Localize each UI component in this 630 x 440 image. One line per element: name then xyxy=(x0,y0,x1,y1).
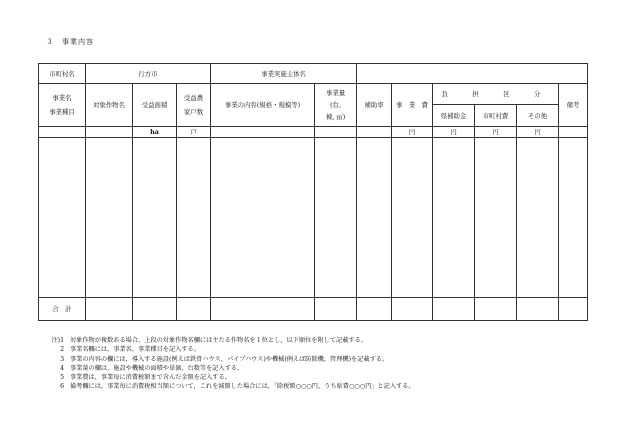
note-item xyxy=(38,355,415,364)
content-cell xyxy=(211,127,315,138)
entry-cell xyxy=(475,138,517,298)
cost-header: 事 業 費 xyxy=(392,84,433,127)
note-item xyxy=(38,364,415,373)
total-cell xyxy=(517,298,559,321)
quantity-label-1: 事業量 xyxy=(325,89,346,97)
remarks-cell xyxy=(559,127,588,138)
note-number: 2 xyxy=(60,346,64,354)
entry-cell xyxy=(177,138,211,298)
note-number-value: 1 xyxy=(60,337,64,344)
entry-cell xyxy=(559,138,588,298)
pref-subsidy-unit: 円 xyxy=(433,127,475,138)
implementer-label: 事業実施主体名 xyxy=(211,64,357,84)
note-text: 事業名欄には，事業名，事業種目を記入する。 xyxy=(70,346,200,354)
total-cell xyxy=(357,298,392,321)
farmers-header xyxy=(177,84,211,127)
remarks-header: 備考 xyxy=(559,84,588,127)
municipal-cost-unit: 円 xyxy=(475,127,517,138)
note-item xyxy=(38,373,415,382)
note-text: 事業量の欄は，施設や機械の面積や単価，台数等を記入する。 xyxy=(70,364,244,372)
note-item xyxy=(38,382,415,391)
quantity-label-2: (台, xyxy=(330,101,341,109)
entry-cell xyxy=(517,138,559,298)
unit-row xyxy=(39,127,588,138)
total-cell xyxy=(133,298,177,321)
note-number: 3 xyxy=(60,355,64,363)
area-unit: ha xyxy=(133,127,177,138)
table-row xyxy=(39,84,588,105)
municipality-value: 行方市 xyxy=(86,64,211,84)
project-content-table xyxy=(38,63,588,321)
total-cell xyxy=(433,298,475,321)
cost-unit: 円 xyxy=(392,127,433,138)
entry-cell xyxy=(433,138,475,298)
quantity-header xyxy=(315,84,357,127)
total-cell xyxy=(177,298,211,321)
entry-cell xyxy=(39,138,86,298)
notes xyxy=(38,336,415,392)
municipality-label: 市町村名 xyxy=(39,64,86,84)
entry-cell xyxy=(211,138,315,298)
farmers-label-1: 受益農 xyxy=(183,94,204,102)
note-text: 対象作物が複数ある場合，上段の対象作物名欄には主たる作物名を１位とし，以下順位を附して記載する。 xyxy=(70,337,367,344)
quantity-label-3: 棟, ㎡) xyxy=(325,113,346,121)
quantity-cell xyxy=(315,127,357,138)
note-item xyxy=(38,336,415,345)
farmers-label-2: 家戸数 xyxy=(183,108,204,116)
entry-cell xyxy=(86,138,133,298)
total-cell xyxy=(559,298,588,321)
crop-cell xyxy=(86,127,133,138)
burden-header: 負 担 区 分 xyxy=(433,84,559,105)
total-row xyxy=(39,298,588,321)
other-unit: 円 xyxy=(517,127,559,138)
total-cell xyxy=(392,298,433,321)
subsidy-rate-header: 補助率 xyxy=(357,84,392,127)
note-number: 5 xyxy=(60,374,64,382)
entry-cell xyxy=(357,138,392,298)
farmers-unit: 戸 xyxy=(177,127,211,138)
project-type-label: 事業種目 xyxy=(49,108,75,116)
note-number: 4 xyxy=(60,364,64,372)
table-row xyxy=(39,138,588,298)
note-text: 事業費は，事業毎に消費税額まで含んだ金額を記入する。 xyxy=(70,374,231,382)
section-title: ３ 事業内容 xyxy=(46,38,94,46)
note-text: 備考欄には，事業毎に消費税相当額について，これを減額した場合には，「除税額○○○円，うち県費○○○円」と記入する。 xyxy=(70,383,415,391)
total-cell xyxy=(86,298,133,321)
table-row xyxy=(39,64,588,84)
area-header: 受益面積 xyxy=(133,84,177,127)
pref-subsidy-header: 県補助金 xyxy=(433,105,475,127)
crop-header: 対象作物名 xyxy=(86,84,133,127)
content-header: 事業の内容(規格・規模等) xyxy=(211,84,315,127)
implementer-value xyxy=(357,64,588,84)
total-cell xyxy=(475,298,517,321)
project-name-cell xyxy=(39,127,86,138)
notes-prefix: 注) xyxy=(51,337,61,344)
note-item xyxy=(38,345,415,354)
municipal-cost-header: 市町村費 xyxy=(475,105,517,127)
total-cell xyxy=(315,298,357,321)
subsidy-rate-cell xyxy=(357,127,392,138)
note-text: 事業の内容の欄には，導入する施設(例えば鉄骨ハウス，パイプハウス)や機械(例えば防除機，管理機)を記載する。 xyxy=(70,355,389,363)
project-name-label: 事業名 xyxy=(52,94,72,102)
note-number: 6 xyxy=(60,383,64,391)
project-name-header xyxy=(39,84,86,127)
other-header: その他 xyxy=(517,105,559,127)
entry-cell xyxy=(315,138,357,298)
entry-cell xyxy=(392,138,433,298)
note-number xyxy=(38,336,70,345)
total-cell xyxy=(211,298,315,321)
entry-cell xyxy=(133,138,177,298)
total-label: 合 計 xyxy=(39,298,86,321)
